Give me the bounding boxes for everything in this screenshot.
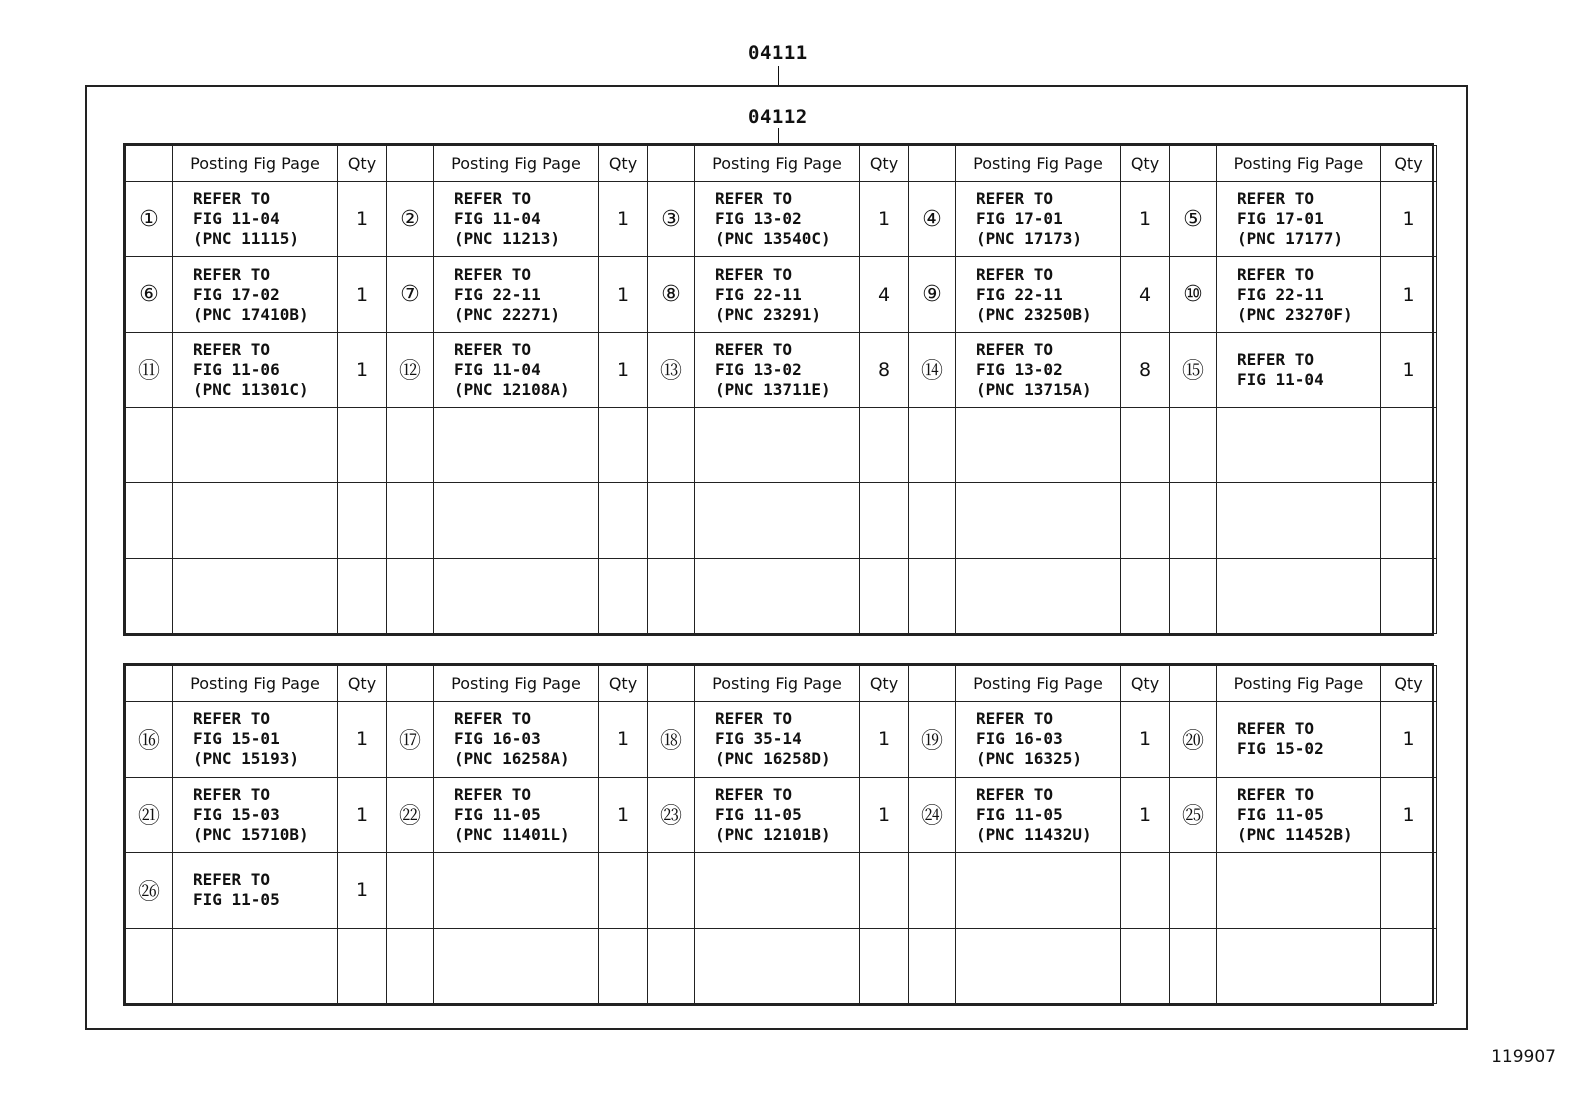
item-number-cell: ⑨ [909, 257, 956, 332]
reference-line: FIG 11-04 [1237, 369, 1324, 389]
reference-line: (PNC 17173) [976, 229, 1082, 249]
posting-ref-cell [1217, 483, 1381, 558]
header-row [126, 666, 1437, 702]
posting-ref-cell [956, 408, 1121, 483]
item-number-cell [909, 928, 956, 1003]
item-number-cell: ⑬ [648, 332, 695, 407]
item-number-cell: ㉓ [648, 777, 695, 852]
qty-cell: 1 [338, 702, 387, 777]
reference-line: (PNC 11213) [454, 229, 560, 249]
item-number-cell: ㉖ [126, 853, 173, 928]
leader-line-inner [778, 128, 779, 144]
qty-cell [860, 408, 909, 483]
posting-ref-cell [956, 558, 1121, 633]
reference-line: FIG 35-14 [715, 729, 802, 749]
item-number-cell: ㉔ [909, 777, 956, 852]
posting-ref-cell [173, 408, 338, 483]
table-row [126, 702, 1437, 777]
item-number-cell: ⑤ [1170, 182, 1217, 257]
reference-line: FIG 17-01 [976, 209, 1063, 229]
reference-line: FIG 22-11 [1237, 284, 1324, 304]
leader-line-outer [778, 66, 779, 85]
item-number-cell: ⑩ [1170, 257, 1217, 332]
item-number-cell [126, 928, 173, 1003]
header-blank-cell [126, 146, 173, 182]
qty-cell: 1 [1381, 777, 1437, 852]
posting-ref-cell [956, 483, 1121, 558]
posting-ref-cell [695, 928, 860, 1003]
qty-cell: 1 [338, 182, 387, 257]
qty-cell: 1 [338, 332, 387, 407]
upper-parts-table [125, 145, 1437, 634]
item-number-cell [1170, 928, 1217, 1003]
item-number-cell [126, 558, 173, 633]
table-row [126, 257, 1437, 332]
reference-line: FIG 15-01 [193, 729, 280, 749]
header-qty: Qty [1381, 146, 1437, 182]
posting-ref-cell [695, 182, 860, 257]
qty-cell: 1 [1121, 702, 1170, 777]
reference-line: (PNC 11432U) [976, 824, 1092, 844]
posting-ref-cell [1217, 928, 1381, 1003]
qty-cell [1381, 483, 1437, 558]
qty-cell: 1 [1121, 182, 1170, 257]
header-posting-fig-page: Posting Fig Page [695, 146, 860, 182]
item-number-cell: ⑲ [909, 702, 956, 777]
reference-line: REFER TO [715, 339, 793, 359]
qty-cell [599, 928, 648, 1003]
posting-ref-cell [956, 853, 1121, 928]
posting-ref-cell [173, 702, 338, 777]
reference-line: REFER TO [193, 709, 271, 729]
item-number-cell [1170, 558, 1217, 633]
reference-line: (PNC 11301C) [193, 379, 309, 399]
posting-ref-cell [434, 408, 599, 483]
header-blank-cell [648, 146, 695, 182]
posting-ref-cell [695, 483, 860, 558]
item-number-cell: ② [387, 182, 434, 257]
item-number-cell [387, 928, 434, 1003]
posting-ref-cell [434, 928, 599, 1003]
item-number-cell [909, 483, 956, 558]
posting-ref-cell [173, 853, 338, 928]
reference-line: (PNC 23250B) [976, 304, 1092, 324]
reference-line: FIG 22-11 [715, 284, 802, 304]
reference-line: FIG 13-02 [715, 209, 802, 229]
qty-cell: 1 [1121, 777, 1170, 852]
posting-ref-cell [695, 853, 860, 928]
qty-cell [1121, 853, 1170, 928]
qty-cell: 1 [860, 182, 909, 257]
qty-cell: 1 [599, 777, 648, 852]
qty-cell: 1 [1381, 257, 1437, 332]
qty-cell [860, 928, 909, 1003]
reference-line: (PNC 12108A) [454, 379, 570, 399]
table-row [126, 182, 1437, 257]
qty-cell [599, 408, 648, 483]
header-qty: Qty [860, 146, 909, 182]
posting-ref-cell [1217, 182, 1381, 257]
qty-cell [1381, 853, 1437, 928]
posting-ref-cell [1217, 408, 1381, 483]
reference-line: FIG 16-03 [976, 729, 1063, 749]
qty-cell: 1 [860, 777, 909, 852]
header-posting-fig-page: Posting Fig Page [956, 146, 1121, 182]
table-row [126, 408, 1437, 483]
qty-cell [1381, 928, 1437, 1003]
posting-ref-cell [695, 408, 860, 483]
reference-line: REFER TO [715, 189, 793, 209]
posting-ref-cell [956, 182, 1121, 257]
reference-line: REFER TO [454, 339, 532, 359]
reference-line: REFER TO [715, 709, 793, 729]
table-row [126, 777, 1437, 852]
header-posting-fig-page: Posting Fig Page [434, 666, 599, 702]
upper-parts-sheet [123, 143, 1434, 636]
posting-ref-cell [173, 257, 338, 332]
item-number-cell [909, 408, 956, 483]
reference-line: (PNC 15193) [193, 749, 299, 769]
posting-ref-cell [1217, 777, 1381, 852]
qty-cell: 1 [860, 702, 909, 777]
reference-line: FIG 11-04 [454, 209, 541, 229]
item-number-cell [1170, 483, 1217, 558]
reference-line: FIG 17-02 [193, 284, 280, 304]
table-row [126, 928, 1437, 1003]
header-blank-cell [1170, 146, 1217, 182]
reference-line: (PNC 11452B) [1237, 824, 1353, 844]
qty-cell: 1 [599, 257, 648, 332]
item-number-cell [387, 558, 434, 633]
qty-cell [338, 483, 387, 558]
reference-line: (PNC 13711E) [715, 379, 831, 399]
header-posting-fig-page: Posting Fig Page [956, 666, 1121, 702]
header-blank-cell [387, 146, 434, 182]
qty-cell [599, 483, 648, 558]
reference-line: (PNC 16325) [976, 749, 1082, 769]
header-posting-fig-page: Posting Fig Page [1217, 146, 1381, 182]
posting-ref-cell [173, 558, 338, 633]
table-row [126, 558, 1437, 633]
reference-line: FIG 16-03 [454, 729, 541, 749]
posting-ref-cell [173, 332, 338, 407]
table-row [126, 332, 1437, 407]
reference-line: REFER TO [193, 870, 271, 890]
reference-line: REFER TO [193, 189, 271, 209]
item-number-cell [648, 928, 695, 1003]
reference-line: (PNC 13540C) [715, 229, 831, 249]
item-number-cell [909, 853, 956, 928]
item-number-cell: ⑭ [909, 332, 956, 407]
reference-line: (PNC 17410B) [193, 304, 309, 324]
reference-line: REFER TO [193, 339, 271, 359]
item-number-cell [909, 558, 956, 633]
qty-cell: 8 [860, 332, 909, 407]
qty-cell: 1 [1381, 332, 1437, 407]
posting-ref-cell [434, 332, 599, 407]
qty-cell [860, 558, 909, 633]
posting-ref-cell [434, 853, 599, 928]
item-number-cell: ③ [648, 182, 695, 257]
qty-cell [1121, 928, 1170, 1003]
item-number-cell [387, 408, 434, 483]
reference-line: REFER TO [976, 264, 1054, 284]
item-number-cell [648, 483, 695, 558]
item-number-cell: ⑥ [126, 257, 173, 332]
reference-line: REFER TO [193, 784, 271, 804]
reference-line: FIG 17-01 [1237, 209, 1324, 229]
item-number-cell [648, 558, 695, 633]
posting-ref-cell [956, 257, 1121, 332]
reference-line: REFER TO [715, 784, 793, 804]
reference-line: REFER TO [1237, 784, 1315, 804]
posting-ref-cell [1217, 853, 1381, 928]
item-number-cell [126, 408, 173, 483]
figure-code: 119907 [1491, 1047, 1556, 1067]
item-number-cell: ⑦ [387, 257, 434, 332]
header-blank-cell [126, 666, 173, 702]
assembly-label-inner: 04112 [748, 106, 808, 128]
reference-line: (PNC 13715A) [976, 379, 1092, 399]
qty-cell [860, 483, 909, 558]
posting-ref-cell [695, 702, 860, 777]
reference-line: FIG 11-04 [193, 209, 280, 229]
qty-cell [1381, 558, 1437, 633]
reference-line: FIG 13-02 [976, 359, 1063, 379]
posting-ref-cell [956, 702, 1121, 777]
item-number-cell: ⑯ [126, 702, 173, 777]
item-number-cell [387, 853, 434, 928]
reference-line: REFER TO [1237, 264, 1315, 284]
header-qty: Qty [1381, 666, 1437, 702]
qty-cell [1121, 483, 1170, 558]
qty-cell [599, 558, 648, 633]
item-number-cell: ⑮ [1170, 332, 1217, 407]
qty-cell [338, 558, 387, 633]
item-number-cell: ⑰ [387, 702, 434, 777]
qty-cell: 1 [1381, 702, 1437, 777]
reference-line: FIG 11-05 [976, 804, 1063, 824]
reference-line: FIG 11-05 [454, 804, 541, 824]
reference-line: REFER TO [976, 339, 1054, 359]
reference-line: REFER TO [454, 784, 532, 804]
header-qty: Qty [338, 666, 387, 702]
qty-cell: 1 [1381, 182, 1437, 257]
reference-line: FIG 15-02 [1237, 739, 1324, 759]
header-blank-cell [909, 666, 956, 702]
assembly-label-outer: 04111 [748, 42, 808, 64]
header-posting-fig-page: Posting Fig Page [695, 666, 860, 702]
header-posting-fig-page: Posting Fig Page [173, 666, 338, 702]
item-number-cell: ① [126, 182, 173, 257]
posting-ref-cell [173, 777, 338, 852]
header-row [126, 146, 1437, 182]
reference-line: REFER TO [1237, 719, 1315, 739]
header-blank-cell [648, 666, 695, 702]
reference-line: REFER TO [454, 189, 532, 209]
item-number-cell: ⑧ [648, 257, 695, 332]
posting-ref-cell [956, 332, 1121, 407]
posting-ref-cell [434, 182, 599, 257]
reference-line: REFER TO [976, 189, 1054, 209]
qty-cell [860, 853, 909, 928]
qty-cell: 1 [599, 332, 648, 407]
reference-line: (PNC 12101B) [715, 824, 831, 844]
qty-cell: 1 [338, 257, 387, 332]
item-number-cell [387, 483, 434, 558]
posting-ref-cell [434, 483, 599, 558]
reference-line: REFER TO [976, 709, 1054, 729]
qty-cell: 4 [860, 257, 909, 332]
reference-line: REFER TO [976, 784, 1054, 804]
posting-ref-cell [695, 558, 860, 633]
item-number-cell: ㉑ [126, 777, 173, 852]
posting-ref-cell [956, 777, 1121, 852]
qty-cell [338, 408, 387, 483]
reference-line: FIG 15-03 [193, 804, 280, 824]
posting-ref-cell [1217, 332, 1381, 407]
lower-parts-sheet [123, 663, 1434, 1006]
posting-ref-cell [173, 182, 338, 257]
item-number-cell: ⑱ [648, 702, 695, 777]
reference-line: REFER TO [715, 264, 793, 284]
posting-ref-cell [434, 702, 599, 777]
reference-line: REFER TO [454, 264, 532, 284]
posting-ref-cell [173, 483, 338, 558]
table-row [126, 483, 1437, 558]
reference-line: FIG 11-05 [193, 890, 280, 910]
posting-ref-cell [1217, 257, 1381, 332]
reference-line: (PNC 23291) [715, 304, 821, 324]
item-number-cell [126, 483, 173, 558]
reference-line: FIG 22-11 [454, 284, 541, 304]
table-row [126, 853, 1437, 928]
posting-ref-cell [695, 777, 860, 852]
reference-line: FIG 13-02 [715, 359, 802, 379]
reference-line: (PNC 11115) [193, 229, 299, 249]
item-number-cell [648, 853, 695, 928]
posting-ref-cell [956, 928, 1121, 1003]
header-qty: Qty [599, 666, 648, 702]
header-posting-fig-page: Posting Fig Page [173, 146, 338, 182]
item-number-cell: ㉕ [1170, 777, 1217, 852]
qty-cell [599, 853, 648, 928]
header-blank-cell [387, 666, 434, 702]
reference-line: (PNC 17177) [1237, 229, 1343, 249]
header-blank-cell [1170, 666, 1217, 702]
reference-line: REFER TO [193, 264, 271, 284]
item-number-cell [1170, 853, 1217, 928]
posting-ref-cell [434, 558, 599, 633]
reference-line: FIG 11-04 [454, 359, 541, 379]
header-qty: Qty [599, 146, 648, 182]
header-posting-fig-page: Posting Fig Page [434, 146, 599, 182]
qty-cell: 1 [338, 777, 387, 852]
item-number-cell [1170, 408, 1217, 483]
qty-cell: 1 [599, 702, 648, 777]
item-number-cell: ④ [909, 182, 956, 257]
qty-cell [1121, 558, 1170, 633]
posting-ref-cell [695, 257, 860, 332]
reference-line: REFER TO [1237, 189, 1315, 209]
header-posting-fig-page: Posting Fig Page [1217, 666, 1381, 702]
reference-line: FIG 11-05 [715, 804, 802, 824]
posting-ref-cell [434, 777, 599, 852]
item-number-cell: ⑳ [1170, 702, 1217, 777]
reference-line: (PNC 22271) [454, 304, 560, 324]
lower-parts-table [125, 665, 1437, 1004]
header-blank-cell [909, 146, 956, 182]
posting-ref-cell [695, 332, 860, 407]
reference-line: FIG 11-05 [1237, 804, 1324, 824]
item-number-cell: ㉒ [387, 777, 434, 852]
qty-cell: 4 [1121, 257, 1170, 332]
reference-line: (PNC 16258D) [715, 749, 831, 769]
item-number-cell: ⑪ [126, 332, 173, 407]
header-qty: Qty [860, 666, 909, 702]
qty-cell: 1 [338, 853, 387, 928]
item-number-cell: ⑫ [387, 332, 434, 407]
item-number-cell [648, 408, 695, 483]
qty-cell [338, 928, 387, 1003]
header-qty: Qty [1121, 146, 1170, 182]
reference-line: (PNC 23270F) [1237, 304, 1353, 324]
posting-ref-cell [1217, 558, 1381, 633]
reference-line: FIG 22-11 [976, 284, 1063, 304]
posting-ref-cell [1217, 702, 1381, 777]
reference-line: (PNC 16258A) [454, 749, 570, 769]
qty-cell [1121, 408, 1170, 483]
qty-cell [1381, 408, 1437, 483]
reference-line: REFER TO [1237, 349, 1315, 369]
posting-ref-cell [173, 928, 338, 1003]
reference-line: REFER TO [454, 709, 532, 729]
qty-cell: 1 [599, 182, 648, 257]
header-qty: Qty [1121, 666, 1170, 702]
posting-ref-cell [434, 257, 599, 332]
reference-line: (PNC 11401L) [454, 824, 570, 844]
header-qty: Qty [338, 146, 387, 182]
qty-cell: 8 [1121, 332, 1170, 407]
reference-line: (PNC 15710B) [193, 824, 309, 844]
reference-line: FIG 11-06 [193, 359, 280, 379]
